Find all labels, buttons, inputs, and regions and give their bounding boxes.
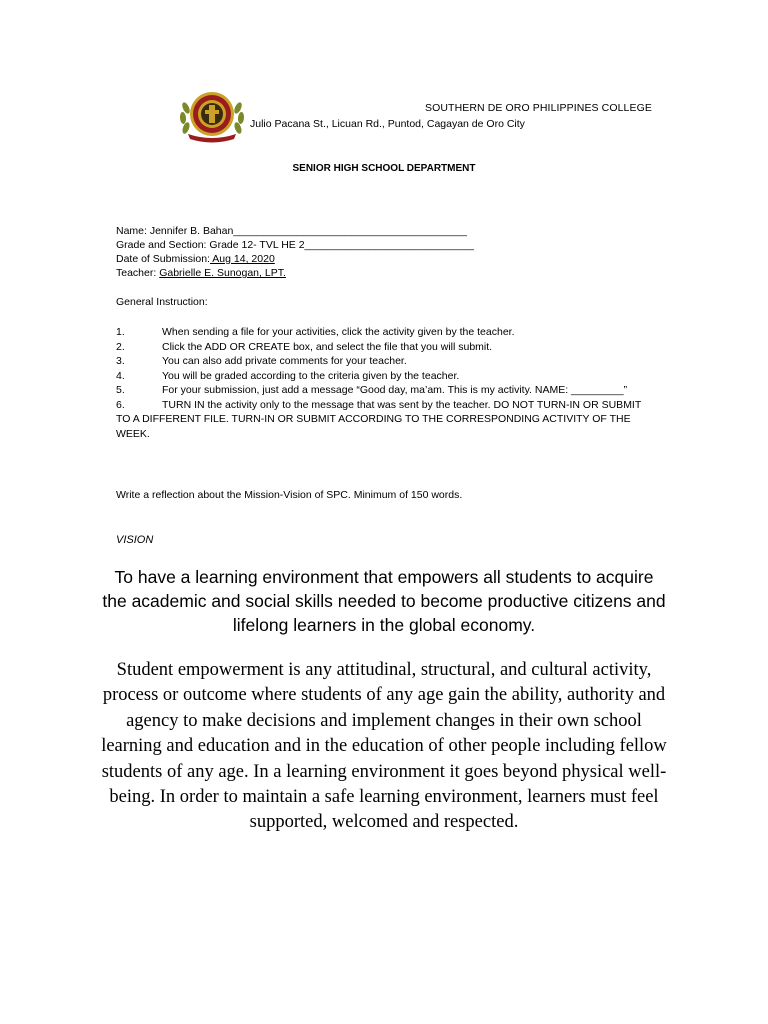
college-seal-icon xyxy=(178,88,246,144)
list-item-text: TURN IN the activity only to the message that was sent by the teacher. DO NOT TURN-IN OR SUBMIT TO A DIFFERENT FILE. TURN-IN OR SUBMIT ACCORDING TO THE CORRESPONDING ACTIVITY OF THE WEEK. xyxy=(116,398,642,440)
vision-statement: To have a learning environment that empowers all students to acquire the academic and social skills needed to become productive citizens and lifelong learners in the global economy. xyxy=(102,567,666,635)
list-item-text: You can also add private comments for your teacher. xyxy=(162,355,407,367)
instructions-heading: General Instruction: xyxy=(116,296,208,308)
list-item xyxy=(116,398,656,442)
teacher-value: Gabrielle E. Sunogan, LPT. xyxy=(159,267,286,279)
list-item xyxy=(116,383,656,398)
college-name: SOUTHERN DE ORO PHILIPPINES COLLEGE xyxy=(425,102,652,114)
teacher-label: Teacher: xyxy=(116,267,160,279)
list-item-number: 5. xyxy=(116,384,125,396)
list-item-text: Click the ADD OR CREATE box, and select the file that you will submit. xyxy=(162,340,493,353)
list-item-number: 4. xyxy=(116,369,125,382)
list-item xyxy=(116,325,656,340)
task-prompt: Write a reflection about the Mission-Vision of SPC. Minimum of 150 words. xyxy=(116,489,463,501)
date-value: Aug 14, 2020 xyxy=(209,253,275,265)
list-item xyxy=(116,354,656,369)
date-row xyxy=(116,252,474,266)
name-row xyxy=(116,224,474,238)
grade-value: Grade 12- TVL HE 2 xyxy=(209,239,305,251)
name-label: Name: xyxy=(116,225,150,237)
list-item-text: For your submission, just add a message “Good day, ma’am. This is my activity. NAME: _________” xyxy=(162,384,628,396)
student-info xyxy=(116,224,474,280)
grade-blank: _____________________________ xyxy=(304,239,474,251)
list-item-number: 2. xyxy=(116,340,125,353)
list-item-text: When sending a file for your activities, click the activity given by the teacher. xyxy=(162,326,515,338)
vision-label: VISION xyxy=(116,534,154,546)
list-item-number: 3. xyxy=(116,355,125,367)
name-blank: ________________________________________ xyxy=(233,225,467,237)
grade-row xyxy=(116,238,474,252)
date-label: Date of Submission: xyxy=(116,253,210,265)
list-item-number: 1. xyxy=(116,326,125,338)
college-address: Julio Pacana St., Licuan Rd., Puntod, Cagayan de Oro City xyxy=(250,118,525,130)
list-item-number: 6. xyxy=(116,398,125,411)
list-item xyxy=(116,369,656,384)
list-item-text: You will be graded according to the criteria given by the teacher. xyxy=(162,369,460,382)
grade-label: Grade and Section: xyxy=(116,239,210,251)
name-value: Jennifer B. Bahan xyxy=(149,225,234,237)
list-item xyxy=(116,340,656,355)
department-title: SENIOR HIGH SCHOOL DEPARTMENT xyxy=(292,163,476,174)
teacher-row xyxy=(116,266,474,280)
reflection-paragraph: Student empowerment is any attitudinal, structural, and cultural activity, process or outcome where students of any age gain the ability, authority and agency to make decisions and implement changes in their own school learning and education and in the education of other people including fellow students of any age. In a learning environment it goes beyond physical well-being. In order to maintain a safe learning environment, learners must feel supported, welcomed and respected. xyxy=(101,660,667,833)
instructions-list xyxy=(116,325,656,441)
